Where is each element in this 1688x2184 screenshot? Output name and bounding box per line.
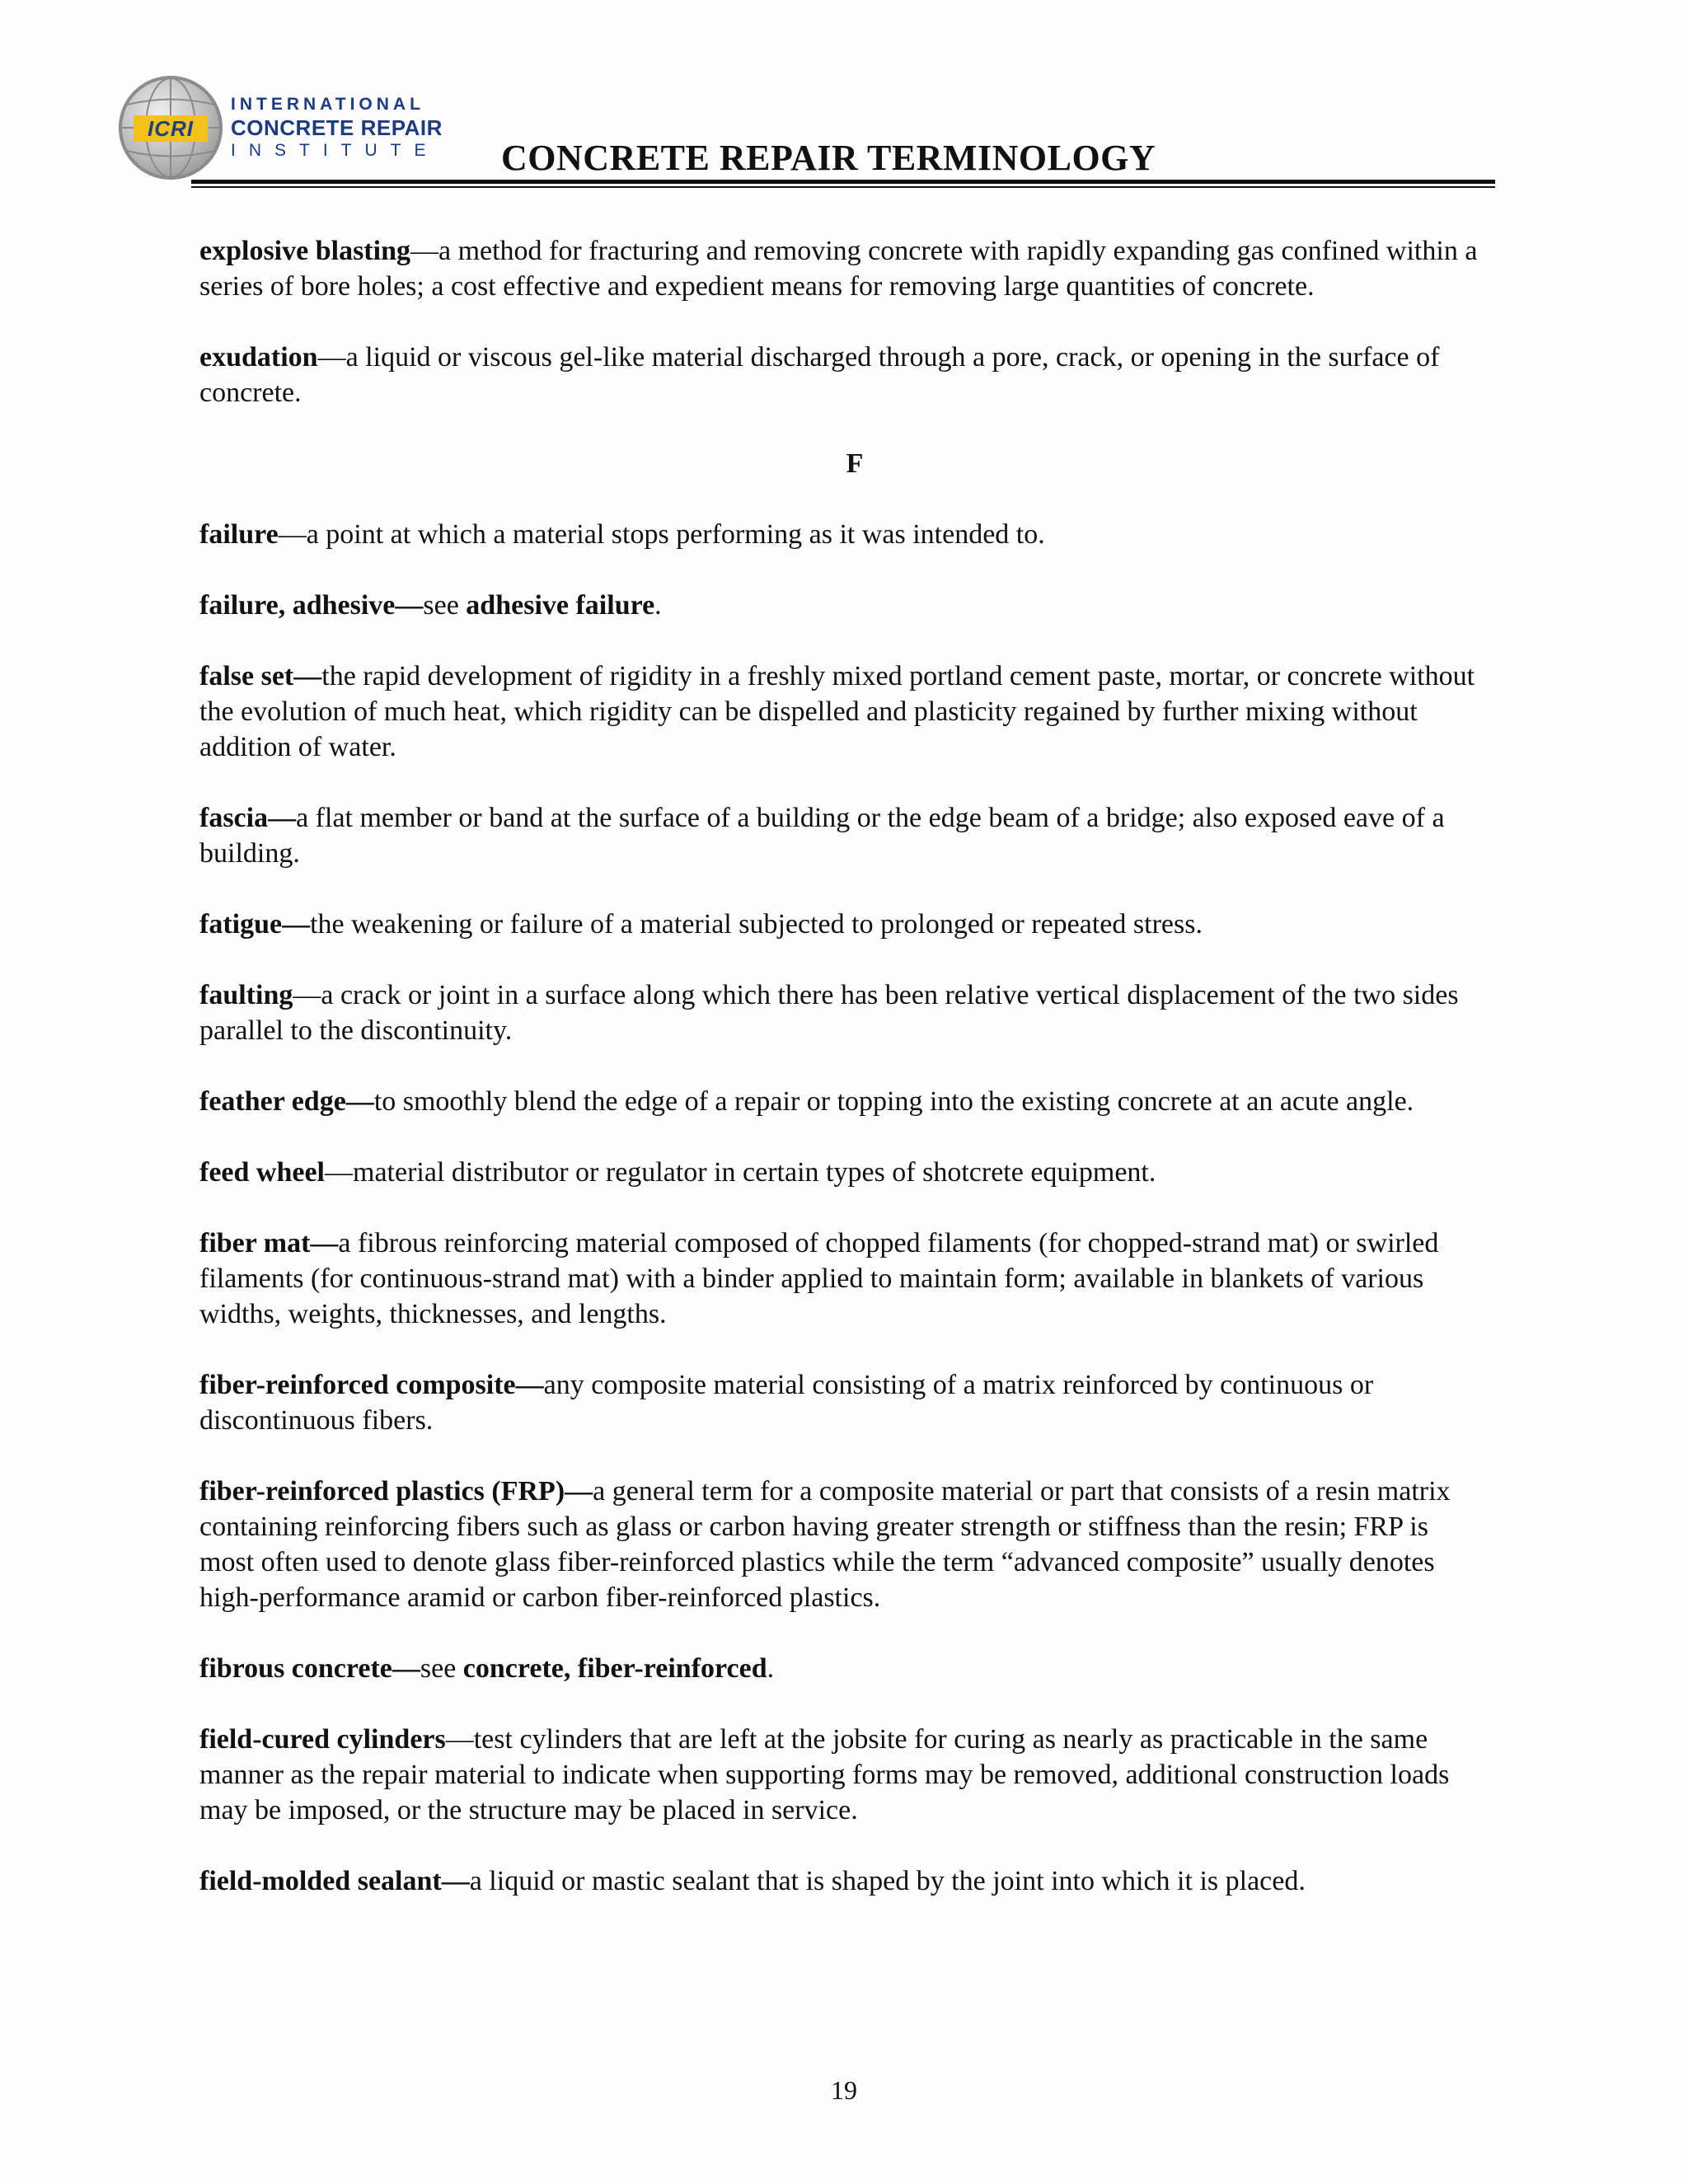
glossary-definition: to smoothly blend the edge of a repair or topping into the existing concrete at an acute angle. <box>373 1086 1414 1117</box>
glossary-definition: see <box>423 590 467 621</box>
entries-section <box>199 517 1485 1899</box>
glossary-definition: any composite material consisting of a matrix reinforced by continuous or discontinuous fibers. <box>199 1370 1374 1436</box>
glossary-entry <box>199 1474 1485 1615</box>
section-letter: F <box>846 448 864 479</box>
glossary-definition: material distributor or regulator in certain types of shotcrete equipment. <box>353 1157 1156 1188</box>
term-dash: — <box>445 1724 474 1755</box>
glossary-term: faulting <box>199 980 293 1010</box>
glossary-definition: test cylinders that are left at the jobsite for curing as nearly as practicable in the same manner as the repair material to indicate when supporting forms may be removed, additional construction loads may be imposed, or the structure may be placed in service. <box>199 1724 1450 1825</box>
glossary-entry <box>199 658 1485 765</box>
glossary-definition: a liquid or mastic sealant that is shaped by the joint into which it is placed. <box>469 1866 1306 1896</box>
glossary-term: failure, adhesive— <box>199 590 424 621</box>
glossary-term: field-cured cylinders <box>199 1724 446 1755</box>
glossary-definition: a flat member or band at the surface of a building or the edge beam of a bridge; also exposed eave of a building. <box>199 803 1445 869</box>
logo-line-concrete-repair: CONCRETE REPAIR <box>231 115 443 140</box>
glossary-term: field-molded sealant— <box>199 1866 470 1896</box>
glossary-entry <box>199 1084 1485 1119</box>
glossary-term: feather edge— <box>199 1086 374 1117</box>
entries-before-section <box>199 233 1485 410</box>
glossary-entry <box>199 1863 1485 1899</box>
logo-line-international: INTERNATIONAL <box>231 95 424 114</box>
term-dash: — <box>325 1157 354 1188</box>
glossary-definition: a crack or joint in a surface along which there has been relative vertical displacement of the two sides parallel to the discontinuity. <box>199 980 1459 1046</box>
glossary-term: fibrous concrete— <box>199 1653 420 1684</box>
logo-wordmark <box>231 94 443 162</box>
glossary-definition: the rapid development of rigidity in a freshly mixed portland cement paste, mortar, or concrete without the evolution of much heat, which rigidity can be dispelled and plasticity regained by further mixing without addition of water. <box>199 661 1475 762</box>
glossary-entry <box>199 1651 1485 1686</box>
header-rule-thick <box>191 180 1495 184</box>
term-dash: — <box>278 519 307 550</box>
glossary-entry <box>199 1367 1485 1438</box>
glossary-content <box>199 233 1485 1934</box>
glossary-term: false set— <box>199 661 322 691</box>
glossary-term: fiber mat— <box>199 1228 339 1258</box>
header-rule-thin <box>191 186 1495 188</box>
glossary-entry <box>199 1155 1485 1190</box>
glossary-term: failure <box>199 519 279 550</box>
glossary-entry <box>199 340 1485 410</box>
glossary-definition: a method for fracturing and removing concrete with rapidly expanding gas confined within a series of bore holes; a cost effective and expedient means for removing large quantities of concrete. <box>199 236 1478 302</box>
glossary-definition: see <box>420 1653 463 1684</box>
term-dash: — <box>293 980 321 1010</box>
glossary-definition: a general term for a composite material or part that consists of a resin matrix containing reinforcing fibers such as glass or carbon having greater strength or stiffness than the resin; FRP is most often used to denote glass fiber-reinforced plastics while the term “advanced composite” usually denotes high-performance aramid or carbon fiber-reinforced plastics. <box>199 1476 1451 1613</box>
definition-tail: . <box>767 1653 775 1684</box>
glossary-entry <box>199 977 1485 1048</box>
term-dash: — <box>317 342 346 373</box>
glossary-definition: a liquid or viscous gel-like material discharged through a pore, crack, or opening in the surface of concrete. <box>199 342 1440 408</box>
glossary-definition: the weakening or failure of a material subjected to prolonged or repeated stress. <box>310 909 1203 940</box>
glossary-definition: a fibrous reinforcing material composed of chopped filaments (for chopped-strand mat) or swirled filaments (for continuous-strand mat) with a binder applied to maintain form; available in blankets of various widths, weights, thicknesses, and lengths. <box>199 1228 1439 1329</box>
page-number: 19 <box>831 2075 857 2105</box>
term-dash: — <box>410 236 438 266</box>
glossary-term: explosive blasting <box>199 236 410 266</box>
glossary-term: feed wheel <box>199 1157 326 1188</box>
glossary-term: exudation <box>199 342 318 373</box>
glossary-term: fiber-reinforced composite— <box>199 1370 544 1400</box>
cross-reference: concrete, fiber-reinforced <box>462 1653 767 1684</box>
glossary-entry <box>199 233 1485 304</box>
glossary-definition: a point at which a material stops performing as it was intended to. <box>306 519 1045 550</box>
glossary-entry <box>199 800 1485 871</box>
globe-icon <box>119 76 223 180</box>
glossary-entry <box>199 588 1485 623</box>
page-title: CONCRETE REPAIR TERMINOLOGY <box>501 138 1156 178</box>
cross-reference: adhesive failure <box>466 590 655 621</box>
page-header <box>115 73 1500 196</box>
glossary-entry <box>199 517 1485 552</box>
logo-line-institute: INSTITUTE <box>231 141 439 160</box>
icri-logo <box>115 73 462 188</box>
definition-tail: . <box>654 590 662 621</box>
glossary-entry <box>199 1226 1485 1332</box>
glossary-term: fiber-reinforced plastics (FRP)— <box>199 1476 593 1507</box>
glossary-entry <box>199 1722 1485 1828</box>
glossary-entry <box>199 907 1485 942</box>
logo-mark: ICRI <box>134 115 208 142</box>
glossary-term: fatigue— <box>199 909 311 940</box>
glossary-term: fascia— <box>199 803 297 833</box>
